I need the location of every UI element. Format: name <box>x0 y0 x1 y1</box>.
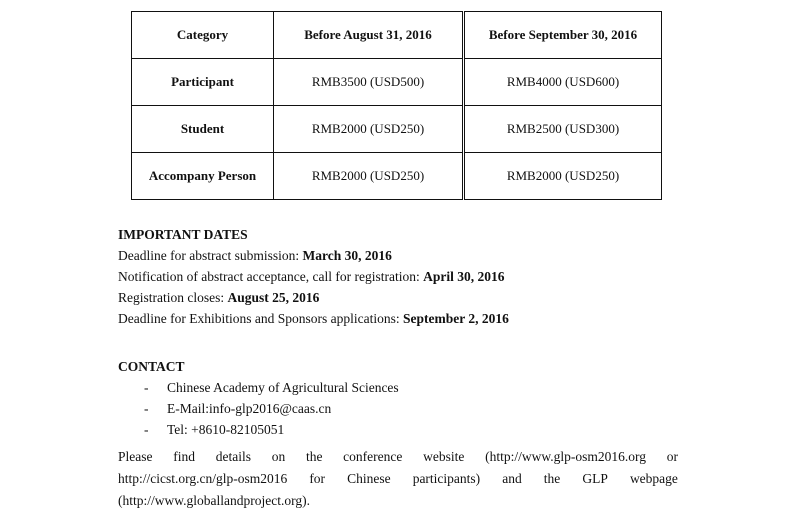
row-early-fee: RMB2000 (USD250) <box>274 153 464 200</box>
list-item <box>118 377 678 398</box>
paragraph-line <box>118 468 678 490</box>
closing-paragraph <box>118 446 678 512</box>
important-dates-heading: IMPORTANT DATES <box>118 227 248 242</box>
registration-fees-table <box>131 11 662 200</box>
list-item <box>118 419 678 440</box>
header-category: Category <box>132 12 274 59</box>
row-category: Student <box>132 106 274 153</box>
word: Chinese <box>347 471 391 486</box>
date-value: March 30, 2016 <box>302 248 392 263</box>
row-category: Accompany Person <box>132 153 274 200</box>
word: website <box>423 449 465 464</box>
bullet-dash: - <box>144 380 149 395</box>
table-row <box>132 153 662 200</box>
word: and <box>502 471 522 486</box>
paragraph-line <box>118 446 678 468</box>
table-header-row <box>132 12 662 59</box>
row-early-fee: RMB2000 (USD250) <box>274 106 464 153</box>
row-late-fee: RMB2000 (USD250) <box>464 153 662 200</box>
date-label: Notification of abstract acceptance, call for registration: <box>118 269 424 284</box>
table-row <box>132 59 662 106</box>
word: GLP <box>582 471 608 486</box>
date-label: Deadline for abstract submission: <box>118 248 303 263</box>
date-line <box>118 245 678 266</box>
chinese-website-link[interactable]: http://cicst.org.cn/glp-osm2016 <box>118 471 288 486</box>
date-label: Registration closes: <box>118 290 228 305</box>
paragraph-line <box>118 490 678 512</box>
date-value: September 2, 2016 <box>402 311 509 326</box>
important-dates-section <box>118 224 678 329</box>
word: details <box>215 449 251 464</box>
word: conference <box>343 449 403 464</box>
date-value: August 25, 2016 <box>227 290 320 305</box>
contact-email: E-Mail:info-glp2016@caas.cn <box>167 401 332 416</box>
row-category: Participant <box>132 59 274 106</box>
contact-section <box>118 356 678 440</box>
word: the <box>543 471 561 486</box>
row-early-fee: RMB3500 (USD500) <box>274 59 464 106</box>
bullet-dash: - <box>144 422 149 437</box>
word: or <box>666 449 678 464</box>
word: Please <box>118 449 153 464</box>
row-late-fee: RMB4000 (USD600) <box>464 59 662 106</box>
bullet-dash: - <box>144 401 149 416</box>
table-row <box>132 106 662 153</box>
word: on <box>271 449 286 464</box>
date-label: Deadline for Exhibitions and Sponsors applications: <box>118 311 403 326</box>
contact-heading: CONTACT <box>118 359 185 374</box>
contact-list <box>118 377 678 440</box>
word: participants) <box>412 471 481 486</box>
word: for <box>309 471 326 486</box>
list-item <box>118 398 678 419</box>
word: find <box>173 449 195 464</box>
word: webpage <box>629 471 678 486</box>
header-before-september: Before September 30, 2016 <box>464 12 662 59</box>
date-line <box>118 287 678 308</box>
contact-organization: Chinese Academy of Agricultural Sciences <box>167 380 399 395</box>
row-late-fee: RMB2500 (USD300) <box>464 106 662 153</box>
header-before-august: Before August 31, 2016 <box>274 12 464 59</box>
glp-webpage-link[interactable]: (http://www.globallandproject.org). <box>118 493 310 508</box>
word: the <box>305 449 323 464</box>
contact-phone: Tel: +8610-82105051 <box>167 422 285 437</box>
conference-website-link[interactable]: (http://www.glp-osm2016.org <box>485 449 646 464</box>
date-value: April 30, 2016 <box>423 269 505 284</box>
date-line <box>118 308 678 329</box>
date-line <box>118 266 678 287</box>
